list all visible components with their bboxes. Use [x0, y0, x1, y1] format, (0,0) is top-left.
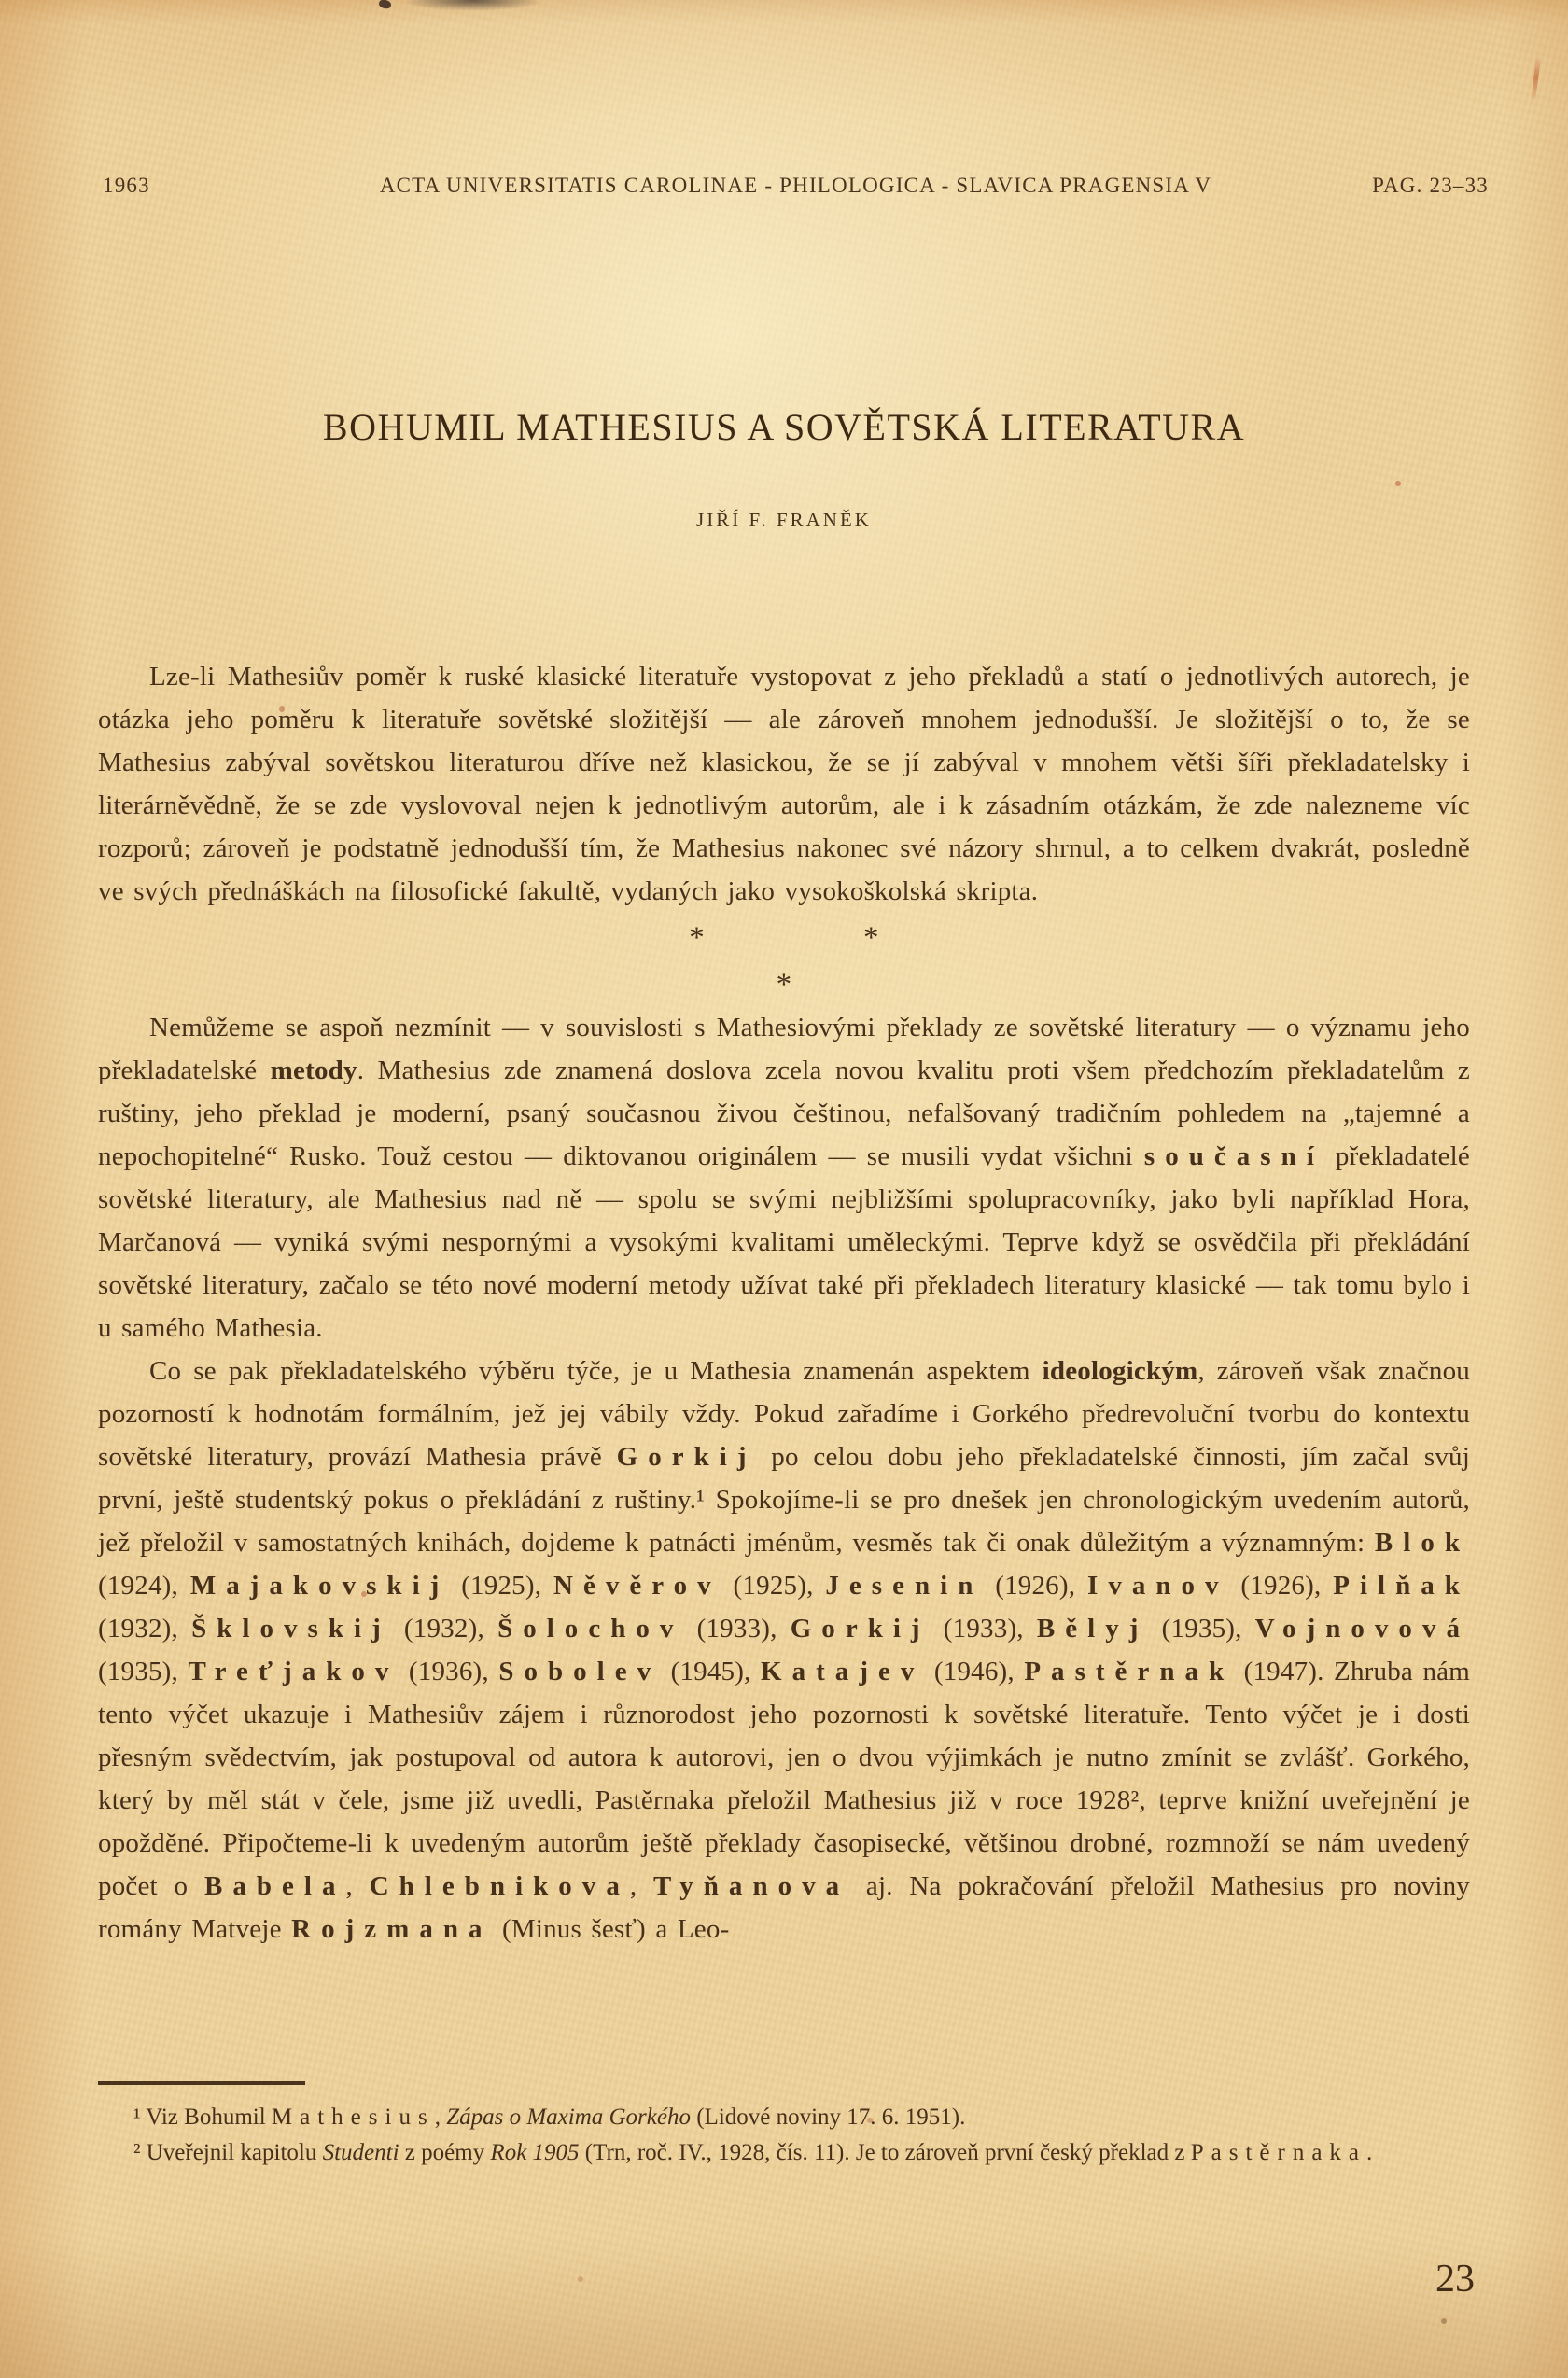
asterisk-row: [98, 913, 1470, 963]
paragraph-2: Nemůžeme se aspoň nezmínit — v souvislosti s Mathesiovými překlady ze sovětské literatury — o významu jeho překladatelské metody. Mathesius zde znamená doslova zcela novou kvalitu proti všem předchozím překladatelům z ruštiny, jeho překlad je moderní, psaný současnou živou češtinou, nefalšovaný tradičním pohledem na „tajemné a nepochopitelné“ Rusko. Touž cestou — diktovanou originálem — se musili vydat všichni současní překladatelé sovětské literatury, ale Mathesius nad ně — spolu se svými nejbližšími spolupracovníky, jako byli například Hora, Marčanová — vyniká svými nespornými a vysokými kvalitami uměleckými. Teprve když se osvědčila při překládání sovětské literatury, začalo se této nové moderní metody užívat také při překladech literatury klasické — tak tomu bylo i u samého Mathesia.: [98, 1013, 1470, 1343]
page-number: 23: [1435, 2258, 1475, 2301]
header-year: 1963: [103, 174, 150, 197]
asterisk-separator: [98, 913, 1470, 1006]
footnote-section: [98, 2081, 1470, 2171]
running-header: [103, 174, 1489, 202]
header-page-range: PAG. 23–33: [1372, 174, 1489, 197]
scan-streak-right: [1531, 56, 1541, 103]
scan-speck-top: [378, 0, 392, 9]
article-body: [98, 655, 1470, 1951]
paragraph-1: Lze-li Mathesiův poměr k ruské klasické literatuře vystopovat z jeho překladů a statí o jednotlivých autorech, je otázka jeho poměru k literatuře sovětské složitější — ale zároveň mnohem jednodušší. Je složitější o to, že se Mathesius zabýval sovětskou literaturou dříve než klasickou, že se jí zabýval v mnohem větši šíři překladatelsky i literárněvědně, že se zde vyslovoval nejen k jednotlivým autorům, ale i k zásadním otázkám, že zde nalezneme víc rozporů; zároveň je podstatně jednodušší tím, že Mathesius nakonec své názory shrnul, a to celkem dvakrát, posledně ve svých přednáškách na filosofické fakultě, vydaných jako vysokoškolská skripta.: [98, 662, 1470, 906]
footnote-rule: [98, 2081, 305, 2085]
article-author: JIŘÍ F. FRANĚK: [696, 509, 872, 531]
footnote-2: ² Uveřejnil kapitolu Studenti z poémy Rok 1905 (Trn, roč. IV., 1928, čís. 11). Je to zároveň první český překlad z Pastěrnaka.: [133, 2140, 1373, 2165]
asterisk-row: [98, 963, 1470, 1006]
asterisk: *: [689, 921, 705, 955]
scan-smudge-top: [403, 0, 543, 11]
asterisk: *: [863, 921, 879, 955]
footnote-1: ¹ Viz Bohumil Mathesius, Zápas o Maxima Gorkého (Lidové noviny 17. 6. 1951).: [133, 2105, 966, 2130]
paragraph-3: Co se pak překladatelského výběru týče, je u Mathesia znamenán aspektem ideologickým, zároveň však značnou pozorností k hodnotám formálním, jež jej vábily vždy. Pokud zařadíme i Gorkého předrevoluční tvorbu do kontextu sovětské literatury, provází Mathesia právě Gorkij po celou dobu jeho překladatelské činnosti, jím začal svůj první, ještě studentský pokus o překládání z ruštiny.¹ Spokojíme-li se pro dnešek jen chronologickým uvedením autorů, jež přeložil v samostatných knihách, dojdeme k patnácti jménům, vesměs tak či onak důležitým a významným: Blok (1924), Majakovskij (1925), Něvěrov (1925), Jesenin (1926), Ivanov (1926), Pilňak (1932), Šklovskij (1932), Šolochov (1933), Gorkij (1933), Bělyj (1935), Vojnovová (1935), Treťjakov (1936), Sobolev (1945), Katajev (1946), Pastěrnak (1947). Zhruba nám tento výčet ukazuje i Mathesiův zájem i různorodost jeho pozornosti k sovětské literatuře. Tento výčet je i dosti přesným svědectvím, jak postupoval od autora k autorovi, jen o dvou výjimkách je nutno zmínit se zvlášť. Gorkého, který by měl stát v čele, jsme již uvedli, Pastěrnaka přeložil Mathesius již v roce 1928², teprve knižní uveřejnění je opožděné. Připočteme-li k uvedeným autorům ještě překlady časopisecké, většinou drobné, rozmnoží se nám uvedený počet o Babela, Chlebnikova, Tyňanova aj. Na pokračování přeložil Mathesius pro noviny romány Matveje Rojzmana (Minus šesť) a Leo-: [98, 1356, 1471, 1944]
header-journal-title: ACTA UNIVERSITATIS CAROLINAE - PHILOLOGICA - SLAVICA PRAGENSIA V: [379, 174, 1212, 197]
article-title: BOHUMIL MATHESIUS A SOVĚTSKÁ LITERATURA: [322, 406, 1246, 448]
asterisk: *: [776, 968, 792, 1001]
scan-specks: [0, 0, 4, 4]
